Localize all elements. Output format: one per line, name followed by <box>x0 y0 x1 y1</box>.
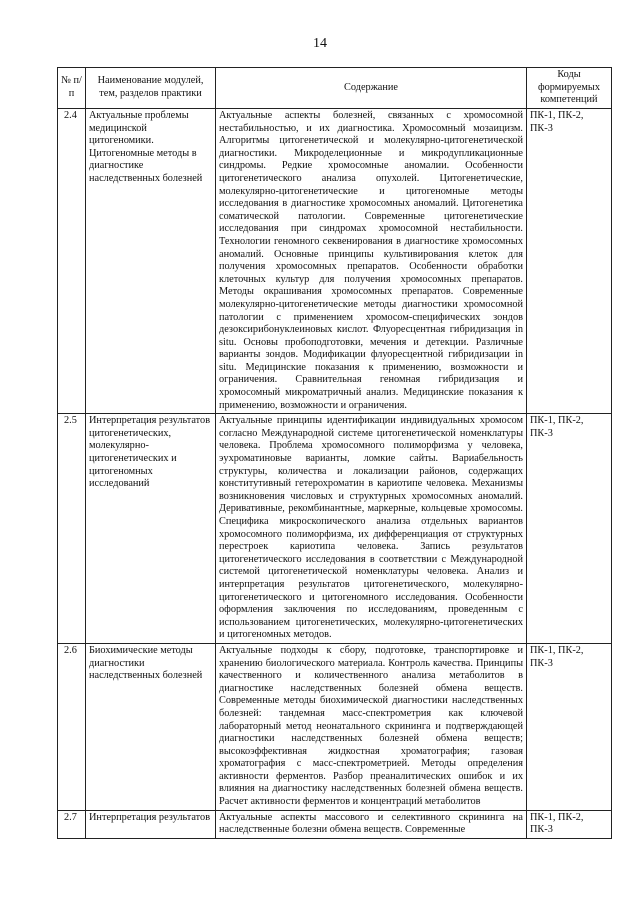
table-row <box>58 414 612 644</box>
competency-codes: ПК-1, ПК-2, ПК-3 <box>527 414 612 644</box>
module-name: Биохимические методы диагностики наследственных болезней <box>86 643 216 810</box>
table-row <box>58 109 612 414</box>
table-row <box>58 810 612 838</box>
header-name: Наименование модулей, тем, разделов практики <box>86 68 216 109</box>
row-number: 2.5 <box>58 414 86 644</box>
module-content: Актуальные аспекты болезней, связанных с хромосомной нестабильностью, и их диагностика. Хромосомный мозаицизм. Алгоритмы цитогенетической и молекулярно-цитогенетической диагностики. Микроделеционные и микродупликационные синдромы. Редкие хромосомные аномалии. Особенности цитогенетического анализа опухолей. Цитогенетические, молекулярно-цитогенетические и цитогеномные методы исследования в диагностике хромосомных аномалий. Цитогенетика соматической патологии. Современные цитогенетические исследования при синдромах хромосомной нестабильности. Технологии геномного секвенирования в диагностике хромосомных аномалий. Основные принципы культивирования клеток для получения хромосомных препаратов. Особенности обработки клеточных культур для получения хромосомных препаратов. Методы окрашивания хромосомных препаратов. Современные молекулярно-цитогенетические методы диагностики хромосомной патологии с применением хромосом-специфических зондов дезоксирибонуклеиновых кислот. Флуоресцентная гибридизация in situ. Основы пробоподготовки, мечения и детекции. Различные варианты зондов. Модификации флуоресцентной гибридизации in situ. Медицинские показания к применению, возможности и ограничения. Сравнительная геномная гибридизация и хромосомный микроматричный анализ. Медицинские показания к применению, возможности и ограничения. <box>216 109 527 414</box>
header-num: № п/п <box>58 68 86 109</box>
header-codes: Коды формируемых компетенций <box>527 68 612 109</box>
header-content: Содержание <box>216 68 527 109</box>
table-header-row <box>58 68 612 109</box>
row-number: 2.6 <box>58 643 86 810</box>
competency-codes: ПК-1, ПК-2, ПК-3 <box>527 109 612 414</box>
competency-codes: ПК-1, ПК-2, ПК-3 <box>527 810 612 838</box>
module-name: Интерпретация результатов <box>86 810 216 838</box>
curriculum-table <box>57 67 612 839</box>
page-number: 14 <box>313 36 327 51</box>
row-number: 2.4 <box>58 109 86 414</box>
module-content: Актуальные аспекты массового и селективного скрининга на наследственные болезни обмена веществ. Современные <box>216 810 527 838</box>
module-content: Актуальные принципы идентификации индивидуальных хромосом согласно Международной системе цитогенетической номенклатуры человека. Проблема хромосомного полиморфизма у человека, эухроматиновые варианты, ломкие сайты. Вариабельность структуры, количества и локализации районов, содержащих конститутивный гетерохроматин в кариотипе человека. Механизмы возникновения числовых и структурных хромосомных аномалий. Деривативные, рекомбинантные, маркерные, кольцевые хромосомы. Специфика микроскопического анализа отдельных вариантов хромосомного полиморфизма, их дифференциация от структурных перестроек кариотипа человека. Запись результатов цитогенетического исследования в соответствии с Международной системой цитогенетической номенклатуры человека. Анализ и интерпретация результатов цитогенетического, молекулярно-цитогенетического и цитогеномного исследования. Особенности оформления заключения по исследованиям, проведенным с использованием цитогенетических, молекулярно-цитогенетических и цитогеномных методов. <box>216 414 527 644</box>
competency-codes: ПК-1, ПК-2, ПК-3 <box>527 643 612 810</box>
module-name: Интерпретация результатов цитогенетических, молекулярно-цитогенетических и цитогеномных исследований <box>86 414 216 644</box>
module-content: Актуальные подходы к сбору, подготовке, транспортировке и хранению биологического материала. Контроль качества. Принципы качественного и количественного анализа метаболитов в диагностике наследственных болезней обмена веществ. Современные методы биохимической диагностики наследственных болезней: тандемная масс-спектрометрия как ключевой лабораторный метод неонатального скрининга и подтверждающей диагностики наследственных болезней обмена веществ; высокоэффективная жидкостная хроматография; газовая хроматография с масс-спектрометрией. Методы определения активности ферментов. Разбор преаналитических ошибок и их влияния на диагностику наследственных болезней обмена веществ. Расчет активности ферментов и концентраций метаболитов <box>216 643 527 810</box>
table-row <box>58 643 612 810</box>
row-number: 2.7 <box>58 810 86 838</box>
module-name: Актуальные проблемы медицинской цитогеномики. Цитогеномные методы в диагностике наследственных болезней <box>86 109 216 414</box>
